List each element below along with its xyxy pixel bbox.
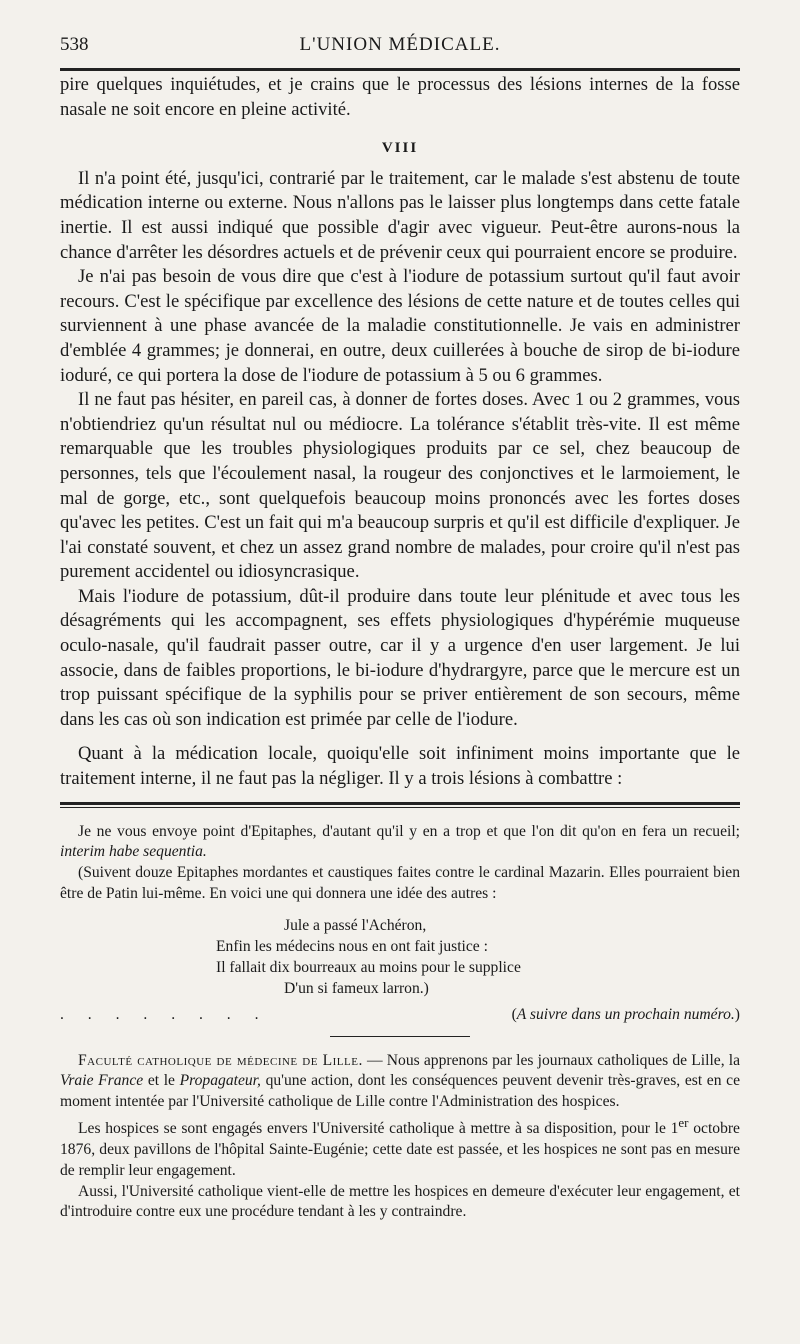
epitaph-verse bbox=[60, 915, 740, 999]
latin-phrase: interim habe sequentia. bbox=[60, 843, 207, 861]
feuilleton-paragraph-1: Je ne vous envoye point d'Epitaphes, d'autant qu'il y en a trop et que l'on dit qu'on en fera un recueil; interim habe sequentia. bbox=[60, 822, 740, 861]
main-article bbox=[60, 73, 740, 792]
paragraph-2: Je n'ai pas besoin de vous dire que c'est à l'iodure de potassium surtout qu'il faut avoir recours. C'est le spécifique par excellence des lésions de cette nature et de toutes celles qui surviennent à une phase avancée de la maladie constitutionnelle. Je vais en administrer d'emblée 4 grammes; je donnerai, en outre, deux cuillerées à bouche de sirop de bi-iodure ioduré, ce qui portera la dose de l'iodure de potassium à 5 ou 6 grammes. bbox=[60, 266, 740, 386]
continuation-line bbox=[60, 1005, 740, 1026]
ellipsis: . . . . . . . . bbox=[60, 1005, 269, 1023]
paragraph-4: Mais l'iodure de potassium, dût-il produire dans toute leur plénitude et avec tous les désagréments qui les accompagnent, ses effets physiologiques d'hypérémie muqueuse oculo-nasale, qu'il faudrait passer outre, car il y a urgence d'en user largement. Je lui associe, dans de faibles proportions, le bi-iodure d'hydrargyre, parce que le mercure est un trop puissant spécifique de la syphilis pour se priver entièrement de son secours, même dans les cas où son indication est primée par celle de l'iodure. bbox=[60, 585, 740, 730]
verse-line-2: Enfin les médecins nous en ont fait justice : bbox=[216, 937, 488, 955]
running-title: L'UNION MÉDICALE. bbox=[299, 34, 501, 55]
paragraph-3: Il ne faut pas hésiter, en pareil cas, à donner de fortes doses. Avec 1 ou 2 grammes, vous n'obtiendriez qu'un résultat nul ou médiocre. La tolérance s'établit très-vite. Il est même remarquable que les troubles physiologiques produits par ce sel, chez beaucoup de personnes, tels que l'écoulement nasal, la rougeur des conjonctives et le larmoiement, le mal de gorge, etc., sont quelquefois beaucoup moins prononcés avec les fortes doses qu'avec les petites. C'est un fait qui m'a beaucoup surpris et qu'il est difficile d'expliquer. Je l'ai constaté souvent, et chez un assez grand nombre de malades, pour croire qu'il n'est pas purement accidentel ou idiosyncrasique. bbox=[60, 389, 740, 583]
section-number: VIII bbox=[381, 140, 419, 157]
paragraph-5: Quant à la médication locale, quoiqu'elle soit infiniment moins importante que le traitement interne, il ne faut pas la négliger. Il y a trois lésions à combattre : bbox=[60, 743, 740, 790]
page-number: 538 bbox=[60, 34, 89, 55]
news-heading: Faculté catholique de médecine de Lille. bbox=[78, 1051, 363, 1069]
paragraph-0: pire quelques inquiétudes, et je crains que le processus des lésions internes de la fosse nasale ne soit encore en pleine activité. bbox=[60, 74, 740, 120]
feuilleton bbox=[60, 822, 740, 1224]
short-rule bbox=[330, 1036, 470, 1037]
continuation-note: (A suivre dans un prochain numéro.) bbox=[511, 1005, 740, 1023]
feuilleton-paragraph-2: (Suivent douze Epitaphes mordantes et caustiques faites contre le cardinal Mazarin. Elles pourraient bien être de Patin lui-même. En voici une qui donnera une idée des autres : bbox=[60, 864, 740, 903]
paragraph-1: Il n'a point été, jusqu'ici, contrarié par le traitement, car le malade s'est abstenu de toute médication interne ou externe. Nous n'allons pas le laisser plus longtemps dans cette fatale inertie. Il est aussi indiqué que possible d'agir avec vigueur. Peut-être aurons-nous la chance d'arrêter les désordres actuels et de prévenir ceux qui pourraient encore se produire. bbox=[60, 167, 740, 263]
feuilleton-divider bbox=[60, 802, 740, 808]
header-rule bbox=[60, 68, 740, 71]
verse-line-1: Jule a passé l'Achéron, bbox=[284, 916, 427, 934]
news-paragraph-3: Aussi, l'Université catholique vient-elle de mettre les hospices en demeure d'exécuter leur engagement, et d'introduire contre eux une procédure tendant à les y contraindre. bbox=[60, 1182, 740, 1221]
verse-line-3: Il fallait dix bourreaux au moins pour le supplice bbox=[216, 958, 521, 976]
news-paragraph-1: Faculté catholique de médecine de Lille. — Nous apprenons par les journaux catholiques de Lille, la Vraie France et le Propagateur, qu'une action, dont les conséquences peuvent devenir très-graves, est en ce moment intentée par l'Université catholique de Lille contre l'Administration des hospices. bbox=[60, 1051, 741, 1111]
news-paragraph-2: Les hospices se sont engagés envers l'Université catholique à mettre à sa disposition, pour le 1er octobre 1876, deux pavillons de l'hôpital Sainte-Eugénie; cette date est passée, et les hospices ne sont pas en mesure de remplir leur engagement. bbox=[60, 1115, 740, 1179]
verse-line-4: D'un si fameux larron.) bbox=[284, 979, 429, 997]
page-header bbox=[60, 30, 740, 64]
journal-page bbox=[60, 30, 740, 1223]
